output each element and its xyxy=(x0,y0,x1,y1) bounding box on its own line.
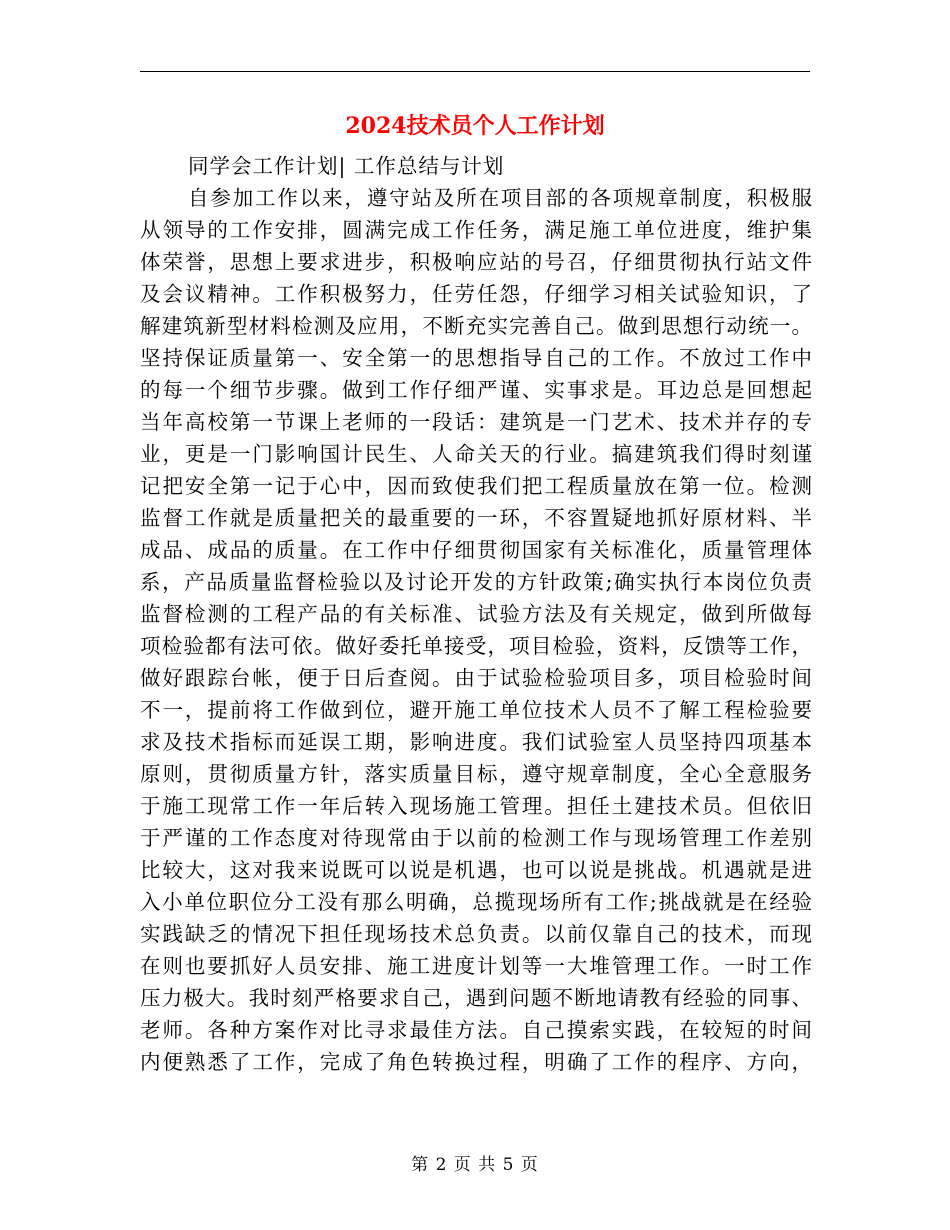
document-title: 2024技术员个人工作计划 xyxy=(345,113,605,139)
body-text-line: 内便熟悉了工作，完成了角色转换过程，明确了工作的程序、方向， xyxy=(140,1050,812,1074)
body-text-line: 压力极大。我时刻严格要求自己，遇到问题不断地请教有经验的同事、 xyxy=(140,986,812,1010)
page-number-footer: 第 2 页 共 5 页 xyxy=(411,1155,539,1175)
body-text-line: 比较大，这对我来说既可以说是机遇，也可以说是挑战。机遇就是进 xyxy=(140,858,812,882)
body-text-line: 及会议精神。工作积极努力，任劳任怨，仔细学习相关试验知识，了 xyxy=(140,282,812,306)
document-subtitle: 同学会工作计划| 工作总结与计划 xyxy=(188,154,505,178)
body-text-line: 成品、成品的质量。在工作中仔细贯彻国家有关标准化，质量管理体 xyxy=(140,538,812,562)
body-text-line: 记把安全第一记于心中，因而致使我们把工程质量放在第一位。检测 xyxy=(140,474,812,498)
body-text-line: 做好跟踪台帐，便于日后查阅。由于试验检验项目多，项目检验时间 xyxy=(140,666,812,690)
body-text-line: 于严谨的工作态度对待现常由于以前的检测工作与现场管理工作差别 xyxy=(140,826,812,850)
document-body xyxy=(140,182,812,1078)
body-text-line: 监督工作就是质量把关的最重要的一环，不容置疑地抓好原材料、半 xyxy=(140,506,812,530)
body-text-line: 业，更是一门影响国计民生、人命关天的行业。搞建筑我们得时刻谨 xyxy=(140,442,812,466)
body-text-line: 实践缺乏的情况下担任现场技术总负责。以前仅靠自己的技术，而现 xyxy=(140,922,812,946)
body-text-line: 体荣誉，思想上要求进步，积极响应站的号召，仔细贯彻执行站文件 xyxy=(140,250,812,274)
body-text-line: 在则也要抓好人员安排、施工进度计划等一大堆管理工作。一时工作 xyxy=(140,954,812,978)
body-text-line: 的每一个细节步骤。做到工作仔细严谨、实事求是。耳边总是回想起 xyxy=(140,378,812,402)
body-text-line: 坚持保证质量第一、安全第一的思想指导自己的工作。不放过工作中 xyxy=(140,346,812,370)
body-text-line: 项检验都有法可依。做好委托单接受，项目检验，资料，反馈等工作， xyxy=(140,634,812,658)
body-text-line: 自参加工作以来，遵守站及所在项目部的各项规章制度，积极服 xyxy=(188,186,812,210)
body-text-line: 入小单位职位分工没有那么明确，总揽现场所有工作;挑战就是在经验 xyxy=(140,890,812,914)
body-text-line: 于施工现常工作一年后转入现场施工管理。担任土建技术员。但依旧 xyxy=(140,794,812,818)
body-text-line: 系，产品质量监督检验以及讨论开发的方针政策;确实执行本岗位负责 xyxy=(140,570,812,594)
body-text-line: 不一，提前将工作做到位，避开施工单位技术人员不了解工程检验要 xyxy=(140,698,812,722)
body-text-line: 求及技术指标而延误工期，影响进度。我们试验室人员坚持四项基本 xyxy=(140,730,812,754)
body-text-line: 监督检测的工程产品的有关标准、试验方法及有关规定，做到所做每 xyxy=(140,602,812,626)
body-text-line: 老师。各种方案作对比寻求最佳方法。自己摸索实践，在较短的时间 xyxy=(140,1018,812,1042)
body-text-line: 解建筑新型材料检测及应用，不断充实完善自己。做到思想行动统一。 xyxy=(140,314,812,338)
body-text-line: 原则，贯彻质量方针，落实质量目标，遵守规章制度，全心全意服务 xyxy=(140,762,812,786)
body-text-line: 当年高校第一节课上老师的一段话：建筑是一门艺术、技术并存的专 xyxy=(140,410,812,434)
body-text-line: 从领导的工作安排，圆满完成工作任务，满足施工单位进度，维护集 xyxy=(140,218,812,242)
header-rule xyxy=(140,71,810,72)
